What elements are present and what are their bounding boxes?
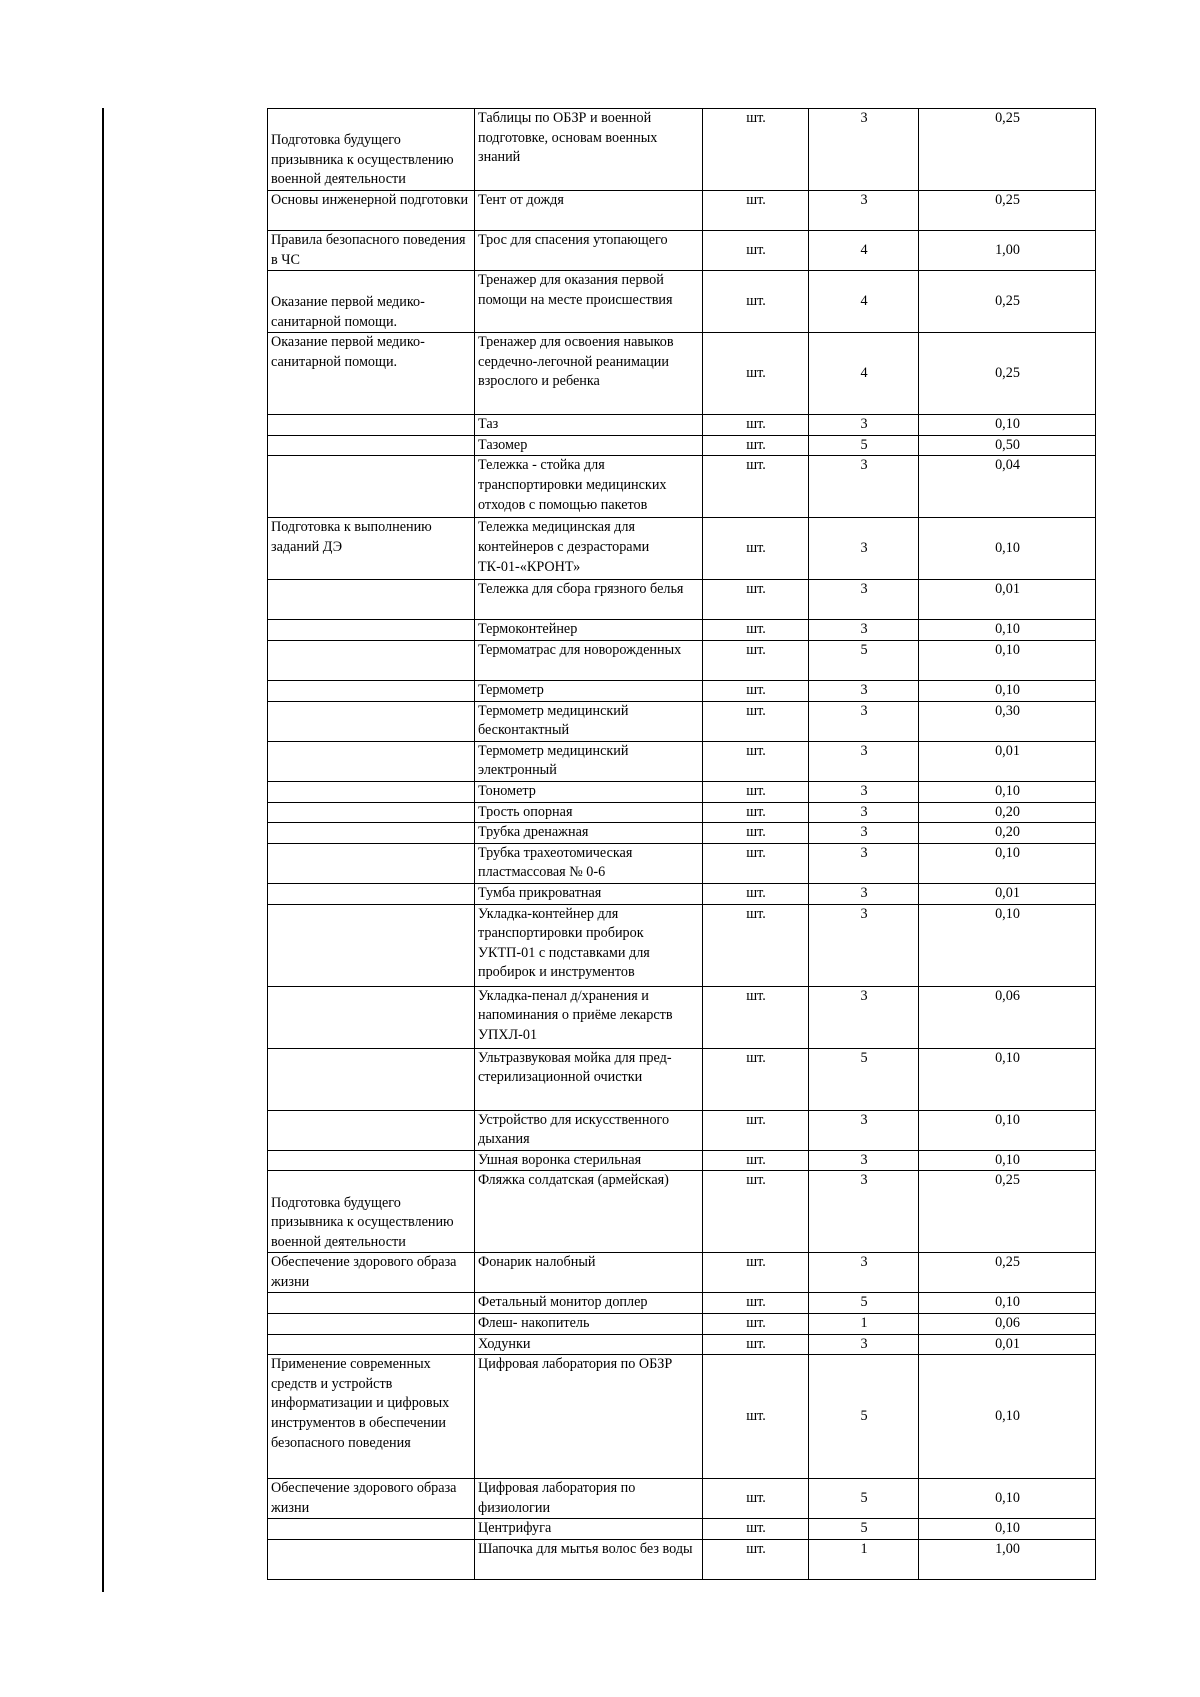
section-cell: Оказание первой медико-санитарной помощи. xyxy=(268,333,475,415)
unit-cell: шт. xyxy=(703,620,809,641)
item-name-cell: Фляжка солдатская (армейская) xyxy=(475,1171,703,1253)
table-row xyxy=(268,1110,1096,1150)
coefficient-cell: 0,10 xyxy=(919,1150,1096,1171)
table-row xyxy=(268,1150,1096,1171)
item-name-cell: Ушная воронка стерильная xyxy=(475,1150,703,1171)
item-name-cell: Тренажер для освоения навыков сердечно-легочной реанимации взрослого и ребенка xyxy=(475,333,703,415)
unit-cell: шт. xyxy=(703,1150,809,1171)
coefficient-cell: 0,10 xyxy=(919,640,1096,680)
coefficient-cell: 0,20 xyxy=(919,823,1096,844)
table-row xyxy=(268,1293,1096,1314)
quantity-cell: 5 xyxy=(809,1048,919,1110)
unit-cell: шт. xyxy=(703,701,809,741)
table-row xyxy=(268,1540,1096,1580)
section-cell xyxy=(268,1293,475,1314)
table-row xyxy=(268,701,1096,741)
section-cell xyxy=(268,620,475,641)
quantity-cell: 4 xyxy=(809,333,919,415)
margin-line xyxy=(102,108,104,1592)
coefficient-cell: 0,10 xyxy=(919,843,1096,883)
item-name-cell: Фетальный монитор доплер xyxy=(475,1293,703,1314)
section-cell: Основы инженерной подготовки xyxy=(268,191,475,231)
item-name-cell: Термоконтейнер xyxy=(475,620,703,641)
coefficient-cell: 0,01 xyxy=(919,1334,1096,1355)
unit-cell: шт. xyxy=(703,843,809,883)
item-name-cell: Термометр xyxy=(475,680,703,701)
item-name-cell: Трос для спасения утопающего xyxy=(475,231,703,271)
section-cell: Подготовка будущего призывника к осуществлению военной деятельности xyxy=(268,109,475,191)
unit-cell: шт. xyxy=(703,1048,809,1110)
item-name-cell: Устройство для искусственного дыхания xyxy=(475,1110,703,1150)
quantity-cell: 5 xyxy=(809,435,919,456)
coefficient-cell: 0,01 xyxy=(919,580,1096,620)
coefficient-cell: 1,00 xyxy=(919,231,1096,271)
quantity-cell: 3 xyxy=(809,781,919,802)
coefficient-cell: 0,10 xyxy=(919,1110,1096,1150)
coefficient-cell: 0,01 xyxy=(919,883,1096,904)
quantity-cell: 3 xyxy=(809,1253,919,1293)
coefficient-cell: 0,25 xyxy=(919,1253,1096,1293)
unit-cell: шт. xyxy=(703,1110,809,1150)
table-row xyxy=(268,781,1096,802)
unit-cell: шт. xyxy=(703,883,809,904)
section-cell xyxy=(268,986,475,1048)
table-row xyxy=(268,680,1096,701)
section-cell xyxy=(268,1540,475,1580)
quantity-cell: 3 xyxy=(809,580,919,620)
section-cell xyxy=(268,680,475,701)
section-cell xyxy=(268,1048,475,1110)
item-name-cell: Укладка-контейнер для транспортировки пробирок УКТП-01 с подставками для пробирок и инструментов xyxy=(475,904,703,986)
quantity-cell: 5 xyxy=(809,1479,919,1519)
item-name-cell: Термометр медицинский электронный xyxy=(475,741,703,781)
table-row xyxy=(268,1314,1096,1335)
coefficient-cell: 0,10 xyxy=(919,781,1096,802)
section-cell xyxy=(268,456,475,518)
section-cell xyxy=(268,883,475,904)
item-name-cell: Тент от дождя xyxy=(475,191,703,231)
item-name-cell: Флеш- накопитель xyxy=(475,1314,703,1335)
item-name-cell: Таз xyxy=(475,415,703,436)
quantity-cell: 3 xyxy=(809,680,919,701)
coefficient-cell: 0,01 xyxy=(919,741,1096,781)
quantity-cell: 5 xyxy=(809,640,919,680)
quantity-cell: 1 xyxy=(809,1540,919,1580)
quantity-cell: 5 xyxy=(809,1355,919,1479)
unit-cell: шт. xyxy=(703,1519,809,1540)
table-row xyxy=(268,640,1096,680)
table-row xyxy=(268,1479,1096,1519)
unit-cell: шт. xyxy=(703,415,809,436)
quantity-cell: 4 xyxy=(809,271,919,333)
quantity-cell: 3 xyxy=(809,109,919,191)
coefficient-cell: 0,10 xyxy=(919,415,1096,436)
quantity-cell: 5 xyxy=(809,1293,919,1314)
unit-cell: шт. xyxy=(703,518,809,580)
unit-cell: шт. xyxy=(703,109,809,191)
item-name-cell: Тележка для сбора грязного белья xyxy=(475,580,703,620)
table-row xyxy=(268,415,1096,436)
quantity-cell: 3 xyxy=(809,823,919,844)
table-row xyxy=(268,883,1096,904)
table-row xyxy=(268,986,1096,1048)
coefficient-cell: 0,25 xyxy=(919,109,1096,191)
quantity-cell: 4 xyxy=(809,231,919,271)
quantity-cell: 3 xyxy=(809,1110,919,1150)
section-cell xyxy=(268,802,475,823)
table-row xyxy=(268,1519,1096,1540)
table-row xyxy=(268,191,1096,231)
unit-cell: шт. xyxy=(703,1479,809,1519)
coefficient-cell: 0,04 xyxy=(919,456,1096,518)
section-cell xyxy=(268,1110,475,1150)
quantity-cell: 3 xyxy=(809,741,919,781)
unit-cell: шт. xyxy=(703,580,809,620)
section-cell xyxy=(268,701,475,741)
table-row xyxy=(268,435,1096,456)
coefficient-cell: 0,10 xyxy=(919,518,1096,580)
table-row xyxy=(268,271,1096,333)
item-name-cell: Тонометр xyxy=(475,781,703,802)
item-name-cell: Трубка трахеотомическая пластмассовая № 0-6 xyxy=(475,843,703,883)
table-row xyxy=(268,802,1096,823)
unit-cell: шт. xyxy=(703,802,809,823)
quantity-cell: 3 xyxy=(809,701,919,741)
section-cell xyxy=(268,823,475,844)
section-cell: Подготовка будущего призывника к осуществлению военной деятельности xyxy=(268,1171,475,1253)
section-cell xyxy=(268,415,475,436)
table-row xyxy=(268,823,1096,844)
table-row xyxy=(268,1048,1096,1110)
table-row xyxy=(268,1253,1096,1293)
section-cell xyxy=(268,904,475,986)
unit-cell: шт. xyxy=(703,781,809,802)
item-name-cell: Термоматрас для новорожденных xyxy=(475,640,703,680)
item-name-cell: Укладка-пенал д/хранения и напоминания о приёме лекарств УПХЛ-01 xyxy=(475,986,703,1048)
section-cell xyxy=(268,1150,475,1171)
unit-cell: шт. xyxy=(703,904,809,986)
section-cell: Обеспечение здорового образа жизни xyxy=(268,1253,475,1293)
table-row xyxy=(268,904,1096,986)
unit-cell: шт. xyxy=(703,986,809,1048)
table-row xyxy=(268,518,1096,580)
unit-cell: шт. xyxy=(703,1293,809,1314)
coefficient-cell: 0,25 xyxy=(919,191,1096,231)
unit-cell: шт. xyxy=(703,640,809,680)
item-name-cell: Цифровая лаборатория по ОБЗР xyxy=(475,1355,703,1479)
unit-cell: шт. xyxy=(703,456,809,518)
unit-cell: шт. xyxy=(703,741,809,781)
section-cell xyxy=(268,1314,475,1335)
quantity-cell: 3 xyxy=(809,1171,919,1253)
coefficient-cell: 0,10 xyxy=(919,1355,1096,1479)
item-name-cell: Термометр медицинский бесконтактный xyxy=(475,701,703,741)
item-name-cell: Центрифуга xyxy=(475,1519,703,1540)
unit-cell: шт. xyxy=(703,680,809,701)
section-cell: Правила безопасного поведения в ЧС xyxy=(268,231,475,271)
item-name-cell: Фонарик налобный xyxy=(475,1253,703,1293)
item-name-cell: Цифровая лаборатория по физиологии xyxy=(475,1479,703,1519)
coefficient-cell: 0,30 xyxy=(919,701,1096,741)
unit-cell: шт. xyxy=(703,1540,809,1580)
table-row xyxy=(268,456,1096,518)
item-name-cell: Таблицы по ОБЗР и военной подготовке, основам военных знаний xyxy=(475,109,703,191)
table-row xyxy=(268,843,1096,883)
section-cell xyxy=(268,1519,475,1540)
item-name-cell: Ультразвуковая мойка для пред-стерилизационной очистки xyxy=(475,1048,703,1110)
coefficient-cell: 0,10 xyxy=(919,1519,1096,1540)
table-row xyxy=(268,580,1096,620)
unit-cell: шт. xyxy=(703,333,809,415)
item-name-cell: Тележка - стойка для транспортировки медицинских отходов с помощью пакетов xyxy=(475,456,703,518)
coefficient-cell: 0,10 xyxy=(919,680,1096,701)
quantity-cell: 3 xyxy=(809,802,919,823)
coefficient-cell: 0,20 xyxy=(919,802,1096,823)
unit-cell: шт. xyxy=(703,191,809,231)
section-cell: Применение современных средств и устройств информатизации и цифровых инструментов в обеспечении безопасного поведения xyxy=(268,1355,475,1479)
quantity-cell: 3 xyxy=(809,1334,919,1355)
table-row xyxy=(268,231,1096,271)
section-cell xyxy=(268,741,475,781)
coefficient-cell: 0,10 xyxy=(919,904,1096,986)
section-cell xyxy=(268,843,475,883)
table-body xyxy=(268,109,1096,1580)
coefficient-cell: 1,00 xyxy=(919,1540,1096,1580)
item-name-cell: Тумба прикроватная xyxy=(475,883,703,904)
coefficient-cell: 0,10 xyxy=(919,1479,1096,1519)
table-row xyxy=(268,1171,1096,1253)
quantity-cell: 3 xyxy=(809,904,919,986)
coefficient-cell: 0,50 xyxy=(919,435,1096,456)
quantity-cell: 3 xyxy=(809,843,919,883)
unit-cell: шт. xyxy=(703,823,809,844)
item-name-cell: Тележка медицинская для контейнеров с дезрасторами ТК-01-«КРОНТ» xyxy=(475,518,703,580)
unit-cell: шт. xyxy=(703,271,809,333)
coefficient-cell: 0,10 xyxy=(919,620,1096,641)
quantity-cell: 3 xyxy=(809,986,919,1048)
section-cell: Оказание первой медико-санитарной помощи. xyxy=(268,271,475,333)
section-cell xyxy=(268,781,475,802)
quantity-cell: 3 xyxy=(809,620,919,641)
coefficient-cell: 0,25 xyxy=(919,271,1096,333)
quantity-cell: 5 xyxy=(809,1519,919,1540)
quantity-cell: 3 xyxy=(809,1150,919,1171)
section-cell: Подготовка к выполнению заданий ДЭ xyxy=(268,518,475,580)
section-cell xyxy=(268,580,475,620)
table-row xyxy=(268,333,1096,415)
equipment-table xyxy=(267,108,1096,1580)
quantity-cell: 1 xyxy=(809,1314,919,1335)
coefficient-cell: 0,10 xyxy=(919,1048,1096,1110)
table-row xyxy=(268,1355,1096,1479)
unit-cell: шт. xyxy=(703,231,809,271)
item-name-cell: Трубка дренажная xyxy=(475,823,703,844)
coefficient-cell: 0,25 xyxy=(919,333,1096,415)
unit-cell: шт. xyxy=(703,1171,809,1253)
quantity-cell: 3 xyxy=(809,456,919,518)
section-cell: Обеспечение здорового образа жизни xyxy=(268,1479,475,1519)
coefficient-cell: 0,06 xyxy=(919,1314,1096,1335)
coefficient-cell: 0,25 xyxy=(919,1171,1096,1253)
item-name-cell: Тазомер xyxy=(475,435,703,456)
quantity-cell: 3 xyxy=(809,518,919,580)
quantity-cell: 3 xyxy=(809,415,919,436)
table-row xyxy=(268,620,1096,641)
item-name-cell: Ходунки xyxy=(475,1334,703,1355)
unit-cell: шт. xyxy=(703,435,809,456)
item-name-cell: Шапочка для мытья волос без воды xyxy=(475,1540,703,1580)
table-row xyxy=(268,109,1096,191)
item-name-cell: Тренажер для оказания первой помощи на месте происшествия xyxy=(475,271,703,333)
unit-cell: шт. xyxy=(703,1253,809,1293)
quantity-cell: 3 xyxy=(809,883,919,904)
item-name-cell: Трость опорная xyxy=(475,802,703,823)
section-cell xyxy=(268,640,475,680)
coefficient-cell: 0,10 xyxy=(919,1293,1096,1314)
table-row xyxy=(268,741,1096,781)
table-row xyxy=(268,1334,1096,1355)
section-cell xyxy=(268,1334,475,1355)
unit-cell: шт. xyxy=(703,1314,809,1335)
unit-cell: шт. xyxy=(703,1355,809,1479)
unit-cell: шт. xyxy=(703,1334,809,1355)
coefficient-cell: 0,06 xyxy=(919,986,1096,1048)
quantity-cell: 3 xyxy=(809,191,919,231)
section-cell xyxy=(268,435,475,456)
